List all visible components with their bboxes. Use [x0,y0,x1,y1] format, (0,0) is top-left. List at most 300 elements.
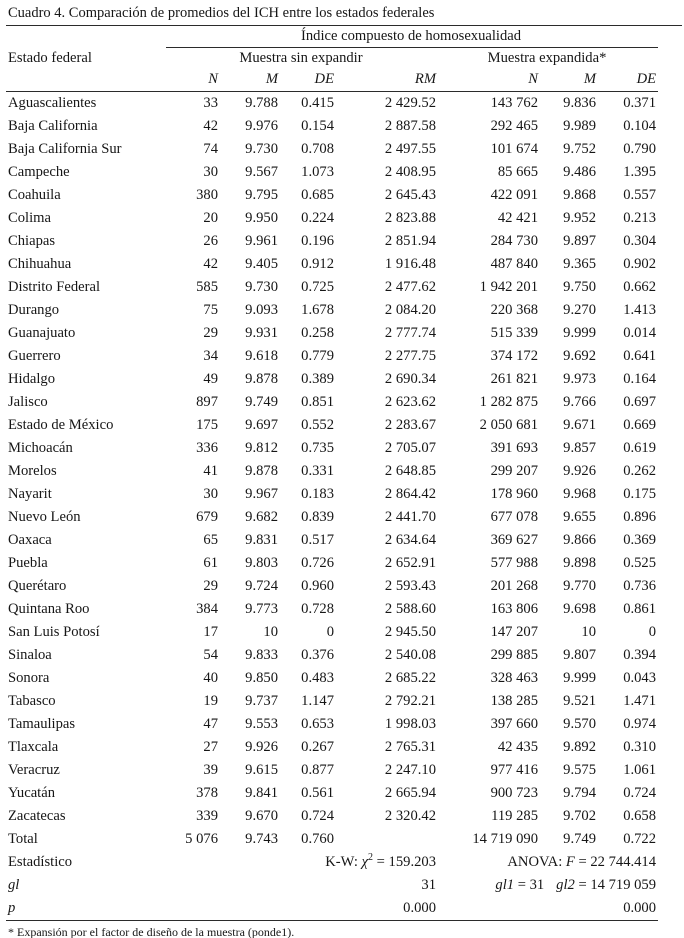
state-name: Guerrero [8,348,61,364]
stats-body [6,851,658,921]
cell-m-unexpanded: 9.961 [245,233,278,249]
cell-m-unexpanded: 9.812 [245,440,278,456]
cell-de-unexpanded: 0.331 [301,463,334,479]
cell-de-unexpanded: 0.196 [301,233,334,249]
table-row [6,299,658,322]
cell-m-unexpanded: 9.950 [245,210,278,226]
cell-n-expanded: 397 660 [490,716,538,732]
cell-n-unexpanded: 384 [196,601,218,617]
cell-m-expanded: 9.575 [563,762,596,778]
cell-de-unexpanded: 0.912 [301,256,334,272]
column-letters-spacer [6,69,166,92]
cell-m-expanded: 9.365 [563,256,596,272]
state-name: Distrito Federal [8,279,101,295]
cell-m-expanded: 9.952 [563,210,596,226]
state-name: Baja California Sur [8,141,122,157]
cell-m-expanded: 9.752 [563,141,596,157]
cell-n-expanded: 284 730 [490,233,538,249]
cell-rm: 1 998.03 [384,716,436,732]
state-name: Estado de México [8,417,114,433]
cell-m-unexpanded: 9.803 [245,555,278,571]
cell-n-expanded: 163 806 [490,601,538,617]
chi-symbol: χ [361,854,369,870]
cell-n-unexpanded: 39 [203,762,218,778]
cell-n-unexpanded: 54 [203,647,218,663]
table-row [6,391,658,414]
cell-de-expanded: 0.557 [623,187,657,203]
state-name: Morelos [8,463,57,479]
cell-de-expanded: 0.736 [623,578,657,594]
table-row [6,92,658,116]
cell-n-unexpanded: 41 [203,463,218,479]
table-row [6,621,658,644]
cell-m-expanded: 9.868 [563,187,596,203]
table-row [6,552,658,575]
cell-m-expanded: 9.898 [563,555,596,571]
cell-m-expanded: 9.692 [563,348,596,364]
spanning-header-row [6,26,658,48]
cell-de-unexpanded: 0 [326,624,334,640]
cell-de-unexpanded: 0.552 [301,417,334,433]
cell-rm: 2 320.42 [384,808,436,824]
table-row [6,345,658,368]
cell-rm: 2 765.31 [384,739,436,755]
table-row [6,253,658,276]
cell-n-expanded: 900 723 [490,785,538,801]
cell-m-unexpanded: 9.931 [245,325,278,341]
cell-de-expanded: 0 [648,624,657,640]
cell-de-expanded: 0.175 [623,486,657,502]
cell-n-unexpanded: 336 [196,440,218,456]
cell-de-expanded: 0.790 [623,141,657,157]
cell-rm: 2 283.67 [384,417,436,433]
cell-n-expanded: 138 285 [490,693,538,709]
cell-de-unexpanded: 1.147 [301,693,334,709]
cell-m-expanded: 9.866 [563,532,596,548]
cell-m-unexpanded: 9.618 [245,348,278,364]
cell-de-expanded: 0.304 [623,233,657,249]
cell-m-expanded: 9.570 [563,716,596,732]
gl-label [6,874,166,897]
state-name: Zacatecas [8,808,66,824]
table-row [6,414,658,437]
state-name: Colima [8,210,51,226]
cell-n-expanded: 374 172 [490,348,538,364]
cell-n-unexpanded: 679 [196,509,218,525]
cell-n-expanded: 85 665 [497,164,538,180]
cell-n-unexpanded: 897 [196,394,218,410]
cell-rm: 2 945.50 [384,624,436,640]
cell-n-expanded: 977 416 [490,762,538,778]
cell-m-unexpanded: 9.967 [245,486,278,502]
table-row [6,667,658,690]
cell-de-expanded: 0.662 [623,279,657,295]
state-name: Nayarit [8,486,52,502]
cell-m-expanded: 9.671 [563,417,596,433]
cell-n-unexpanded: 30 [203,164,218,180]
cell-m-expanded: 9.702 [563,808,596,824]
col-letter: DE [636,71,657,87]
table-row [6,276,658,299]
cell-de-unexpanded: 0.708 [301,141,334,157]
cell-de-unexpanded: 0.224 [301,210,334,226]
gl1-value: = 31 [514,877,545,893]
cell-de-expanded: 0.394 [623,647,657,663]
cell-m-unexpanded: 9.833 [245,647,278,663]
cell-de-expanded: 0.262 [623,463,657,479]
table-row [6,759,658,782]
cell-n-expanded: 299 885 [490,647,538,663]
table-body [6,92,658,852]
col-letter: N [208,71,218,87]
cell-de-expanded: 0.371 [623,95,657,111]
cell-rm: 2 665.94 [384,785,436,801]
state-name: Tabasco [8,693,56,709]
cell-n-unexpanded: 20 [203,210,218,226]
col-letter: M [583,71,596,87]
cell-de-expanded: 0.014 [623,325,657,341]
cell-n-expanded: 2 050 681 [479,417,538,433]
cell-de-unexpanded: 0.728 [301,601,334,617]
cell-m-unexpanded: 9.615 [245,762,278,778]
cell-rm: 2 705.07 [384,440,436,456]
cell-de-unexpanded: 0.517 [301,532,334,548]
cell-n-unexpanded: 26 [203,233,218,249]
state-name: Yucatán [8,785,56,801]
table-row [6,690,658,713]
cell-rm: 2 429.52 [384,95,436,111]
col-header-de-unexpanded [280,69,336,92]
cell-de-unexpanded: 0.960 [301,578,334,594]
cell-m-expanded: 10 [581,624,596,640]
cell-n-expanded: 1 942 201 [479,279,538,295]
cell-m-expanded: 9.521 [563,693,596,709]
cell-de-unexpanded: 0.724 [301,808,334,824]
cell-m-unexpanded: 9.724 [245,578,278,594]
cell-n-unexpanded: 29 [203,578,218,594]
cell-n-expanded: 14 719 090 [472,831,538,847]
cell-de-unexpanded: 0.183 [301,486,334,502]
state-name: Quintana Roo [8,601,90,617]
cell-de-expanded: 0.104 [623,118,657,134]
table-row [6,437,658,460]
cell-n-expanded: 143 762 [490,95,538,111]
cell-n-unexpanded: 175 [196,417,218,433]
cell-de-unexpanded: 0.258 [301,325,334,341]
col-header-m-expanded [540,69,598,92]
cell-m-unexpanded: 9.743 [245,831,278,847]
cell-de-unexpanded: 0.839 [301,509,334,525]
cell-de-expanded: 0.697 [623,394,657,410]
cell-m-expanded: 9.926 [563,463,596,479]
cell-n-expanded: 119 285 [491,808,538,824]
cell-rm: 2 864.42 [384,486,436,502]
cell-n-unexpanded: 65 [203,532,218,548]
cell-de-expanded: 0.369 [623,532,657,548]
cell-m-expanded: 9.857 [563,440,596,456]
table-row [6,644,658,667]
state-name: Sinaloa [8,647,52,663]
cell-rm: 2 645.43 [384,187,436,203]
cell-n-unexpanded: 29 [203,325,218,341]
group-expanded-header: Muestra expandida* [487,50,607,66]
p-symbol: p [8,900,16,916]
cell-de-expanded: 1.471 [623,693,657,709]
cell-de-unexpanded: 0.725 [301,279,334,295]
cell-rm: 2 823.88 [384,210,436,226]
cell-m-expanded: 9.749 [563,831,596,847]
cell-m-expanded: 9.892 [563,739,596,755]
state-name: Michoacán [8,440,73,456]
cell-de-expanded: 0.902 [623,256,657,272]
stats-row-gl [6,874,658,897]
total-row [6,828,658,851]
cell-n-unexpanded: 30 [203,486,218,502]
cell-m-unexpanded: 10 [263,624,278,640]
cell-m-expanded: 9.968 [563,486,596,502]
spanning-header: Índice compuesto de homosexualidad [166,26,658,48]
gl-symbol: gl [8,877,20,893]
table-row [6,368,658,391]
table-caption: Cuadro 4. Comparación de promedios del ICH entre los estados federales [6,4,682,26]
cell-rm: 2 685.22 [384,670,436,686]
state-name: Chiapas [8,233,56,249]
cell-n-expanded: 369 627 [490,532,538,548]
cell-n-expanded: 261 821 [490,371,538,387]
cell-de-unexpanded: 0.483 [301,670,334,686]
cell-rm: 1 916.48 [384,256,436,272]
cell-m-unexpanded: 9.795 [245,187,278,203]
cell-m-unexpanded: 9.697 [245,417,278,433]
cell-n-expanded: 178 960 [490,486,538,502]
cell-rm: 2 690.34 [384,371,436,387]
col-header-rm [336,69,438,92]
cell-n-expanded: 677 078 [490,509,538,525]
cell-m-expanded: 9.770 [563,578,596,594]
state-name: Querétaro [8,578,67,594]
cell-de-expanded: 0.658 [623,808,657,824]
f-symbol: F [565,854,575,870]
cell-de-expanded: 0.619 [623,440,657,456]
col-letter: RM [414,71,436,87]
cell-de-unexpanded: 0.760 [301,831,334,847]
estado-federal-header: Estado federal [8,49,92,66]
cell-rm: 2 652.91 [384,555,436,571]
cell-de-unexpanded: 0.154 [301,118,334,134]
cell-m-expanded: 9.999 [563,670,596,686]
ich-comparison-table [6,26,658,921]
table-row [6,529,658,552]
cell-m-expanded: 9.973 [563,371,596,387]
gl2-value: = 14 719 059 [574,877,657,893]
cell-n-unexpanded: 49 [203,371,218,387]
cell-rm: 2 851.94 [384,233,436,249]
cell-m-unexpanded: 9.773 [245,601,278,617]
cell-de-expanded: 0.043 [623,670,657,686]
cell-de-expanded: 0.669 [623,417,657,433]
cell-n-unexpanded: 40 [203,670,218,686]
state-name: Puebla [8,555,48,571]
cell-rm: 2 887.58 [384,118,436,134]
cell-m-unexpanded: 9.730 [245,141,278,157]
table-footnote: * Expansión por el factor de diseño de la muestra (ponde1). [8,925,295,938]
cell-de-unexpanded: 0.376 [301,647,334,663]
state-name: Hidalgo [8,371,56,387]
table-row [6,598,658,621]
cell-m-expanded: 9.486 [563,164,596,180]
cell-m-unexpanded: 9.850 [245,670,278,686]
cell-de-unexpanded: 0.415 [301,95,334,111]
col-header-n-expanded [438,69,540,92]
cell-n-unexpanded: 378 [196,785,218,801]
cell-n-expanded: 42 435 [497,739,538,755]
p-label [6,897,166,921]
cell-m-unexpanded: 9.682 [245,509,278,525]
cell-n-unexpanded: 380 [196,187,218,203]
table-row [6,782,658,805]
state-name: Sonora [8,670,50,686]
cell-n-unexpanded: 74 [203,141,218,157]
cell-rm: 2 540.08 [384,647,436,663]
gl-values-expanded [438,874,658,897]
cell-m-expanded: 9.989 [563,118,596,134]
cell-m-unexpanded: 9.749 [245,394,278,410]
cell-de-unexpanded: 0.389 [301,371,334,387]
cell-m-expanded: 9.698 [563,601,596,617]
col-header-n-unexpanded [166,69,220,92]
state-name: Oaxaca [8,532,52,548]
cell-m-expanded: 9.270 [563,302,596,318]
column-letters-row [6,69,658,92]
cell-de-unexpanded: 0.779 [301,348,334,364]
cell-de-unexpanded: 0.561 [301,785,334,801]
cell-de-expanded: 0.310 [623,739,657,755]
cell-m-expanded: 9.999 [563,325,596,341]
cell-n-unexpanded: 19 [203,693,218,709]
cell-m-unexpanded: 9.405 [245,256,278,272]
cell-m-expanded: 9.897 [563,233,596,249]
cell-de-expanded: 1.061 [623,762,657,778]
cell-rm [336,828,438,851]
table-row [6,506,658,529]
cell-de-expanded: 0.861 [623,601,657,617]
state-name: Guanajuato [8,325,76,341]
state-name: Campeche [8,164,70,180]
state-name: Chihuahua [8,256,72,272]
cell-n-expanded: 147 207 [490,624,538,640]
gl-value-unexpanded: 31 [421,877,436,893]
cell-rm: 2 648.85 [384,463,436,479]
state-name: Tamaulipas [8,716,76,732]
cell-m-unexpanded: 9.976 [245,118,278,134]
cell-m-unexpanded: 9.788 [245,95,278,111]
anova-value: = 22 744.414 [574,854,657,870]
table-row [6,184,658,207]
col-letter: M [265,71,278,87]
cell-de-unexpanded: 0.685 [301,187,334,203]
table-row [6,115,658,138]
kw-value: = 159.203 [373,854,436,870]
table-row [6,460,658,483]
cell-n-unexpanded: 42 [203,256,218,272]
state-name: Baja California [8,118,98,134]
group-unexpanded-header: Muestra sin expandir [239,50,363,66]
cell-de-unexpanded: 0.726 [301,555,334,571]
state-name: Coahuila [8,187,61,203]
cell-m-unexpanded: 9.553 [245,716,278,732]
cell-rm: 2 497.55 [384,141,436,157]
cell-n-unexpanded: 47 [203,716,218,732]
cell-m-expanded: 9.794 [563,785,596,801]
anova-statistic [438,851,658,874]
cell-n-expanded: 328 463 [490,670,538,686]
cell-n-unexpanded: 339 [196,808,218,824]
cell-n-unexpanded: 42 [203,118,218,134]
cell-m-unexpanded: 9.878 [245,463,278,479]
cell-n-unexpanded: 75 [203,302,218,318]
cell-rm: 2 777.74 [384,325,436,341]
cell-rm: 2 588.60 [384,601,436,617]
cell-de-unexpanded: 0.267 [301,739,334,755]
cell-rm: 2 247.10 [384,762,436,778]
state-name: Tlaxcala [8,739,59,755]
gl1-symbol: gl1 [495,877,515,893]
spanning-header-spacer [6,26,166,48]
cell-de-expanded: 0.164 [623,371,657,387]
cell-m-unexpanded: 9.737 [245,693,278,709]
cell-m-unexpanded: 9.831 [245,532,278,548]
cell-rm: 2 634.64 [384,532,436,548]
cell-n-expanded: 515 339 [490,325,538,341]
cell-de-expanded: 0.213 [623,210,657,226]
cell-de-expanded: 0.974 [623,716,657,732]
cell-de-expanded: 1.395 [623,164,657,180]
cell-m-expanded: 9.655 [563,509,596,525]
cell-m-unexpanded: 9.926 [245,739,278,755]
state-name: Nuevo León [8,509,81,525]
cell-rm: 2 477.62 [384,279,436,295]
cell-m-unexpanded: 9.093 [245,302,278,318]
table-row [6,138,658,161]
cell-rm: 2 277.75 [384,348,436,364]
cell-n-unexpanded: 33 [203,95,218,111]
cell-m-expanded: 9.766 [563,394,596,410]
cell-de-expanded: 0.896 [623,509,657,525]
cell-n-expanded: 391 693 [490,440,538,456]
cell-rm: 2 593.43 [384,578,436,594]
cell-n-unexpanded: 5 076 [185,831,218,847]
col-header-de-expanded [598,69,658,92]
cell-de-unexpanded: 0.735 [301,440,334,456]
cell-n-expanded: 101 674 [490,141,538,157]
cell-de-unexpanded: 0.877 [301,762,334,778]
cell-n-expanded: 487 840 [490,256,538,272]
cell-de-expanded: 1.413 [623,302,657,318]
table-row [6,207,658,230]
cell-de-unexpanded: 0.653 [301,716,334,732]
p-value-expanded: 0.000 [438,897,658,921]
cell-de-expanded: 0.641 [623,348,657,364]
cell-de-unexpanded: 0.851 [301,394,334,410]
chi-exponent: 2 [368,852,374,864]
stats-row-estadistico [6,851,658,874]
cell-n-expanded: 201 268 [490,578,538,594]
cell-rm: 2 441.70 [384,509,436,525]
cell-rm: 2 408.95 [384,164,436,180]
cell-n-expanded: 42 421 [497,210,538,226]
state-name: Aguascalientes [8,95,97,111]
cell-m-unexpanded: 9.670 [245,808,278,824]
